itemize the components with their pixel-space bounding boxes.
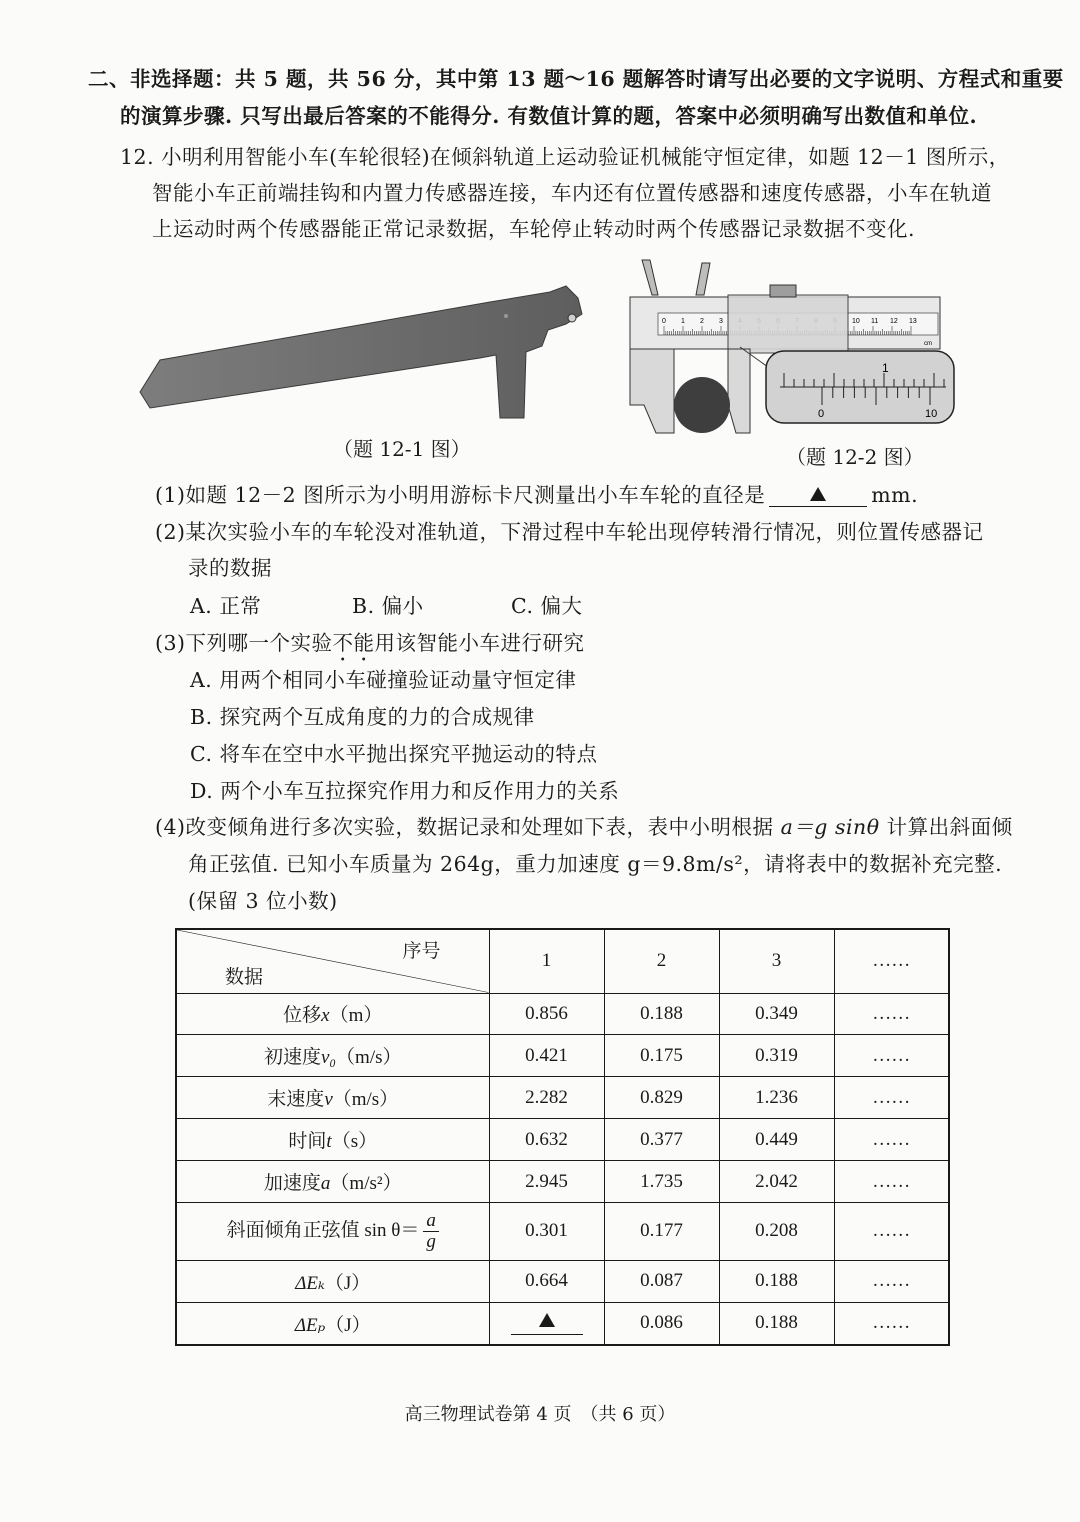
emphasis-not: 不能: [332, 631, 375, 655]
section-heading-line2: 的演算步骤. 只写出最后答案的不能得分. 有数值计算的题，答案中必须明确写出数值和单位.: [120, 104, 978, 128]
table-cell: 0.632: [489, 1119, 604, 1161]
table-cell: 0.829: [604, 1077, 719, 1119]
answer-blank-delta-ep[interactable]: [489, 1302, 604, 1345]
row-label: ΔEₚ（J）: [176, 1302, 489, 1345]
question-stem-line2: 智能小车正前端挂钩和内置力传感器连接，车内还有位置传感器和速度传感器，小车在轨道: [152, 181, 992, 205]
part4-line2: 角正弦值. 已知小车质量为 264g，重力加速度 g＝9.8m/s²，请将表中的数据补充完整.: [188, 852, 1003, 876]
part4-line1: (4)改变倾角进行多次实验，数据记录和处理如下表，表中小明根据 a＝g sinθ 计算出斜面倾: [155, 815, 1013, 839]
table-header-row: [176, 929, 949, 993]
table-cell: 0.086: [604, 1302, 719, 1345]
figure-12-1-caption: （题 12-1 图）: [333, 437, 471, 461]
table-cell: 0.188: [604, 993, 719, 1035]
row-label: 时间t（s）: [176, 1119, 489, 1161]
table-row: [176, 1260, 949, 1302]
table-cell: ……: [834, 1202, 949, 1260]
table-cell: 2.042: [719, 1161, 834, 1203]
table-cell: 0.664: [489, 1260, 604, 1302]
triangle-icon: [810, 487, 826, 501]
main-scale-label: 11: [871, 318, 879, 325]
table-cell: 0.377: [604, 1119, 719, 1161]
question-stem-line3: 上运动时两个传感器能正常记录数据，车轮停止转动时两个传感器记录数据不变化.: [152, 217, 916, 241]
table-cell: 0.449: [719, 1119, 834, 1161]
triangle-icon: [539, 1313, 555, 1327]
table-cell: ……: [834, 993, 949, 1035]
table-cell: 0.301: [489, 1202, 604, 1260]
question-stem-line1: 12. 小明利用智能小车(车轮很轻)在倾斜轨道上运动验证机械能守恒定律，如题 12－1 图所示，: [120, 145, 1010, 169]
table-row: [176, 1119, 949, 1161]
main-scale-label: 1: [681, 318, 685, 325]
column-header: 3: [719, 929, 834, 993]
part1-question: (1)如题 12－2 图所示为小明用游标卡尺测量出小车车轮的直径是 mm.: [155, 483, 919, 507]
table-cell: ……: [834, 1161, 949, 1203]
zoom-vernier-zero: 0: [818, 408, 825, 420]
header-diagonal-cell: [176, 929, 489, 993]
section-heading-line1: 二、非选择题：共 5 题，共 56 分，其中第 13 题～16 题解答时请写出必要的文字说明、方程式和重要: [88, 67, 1064, 91]
table-row: [176, 1161, 949, 1203]
part4-line3: (保留 3 位小数): [188, 889, 338, 913]
table-cell: 2.282: [489, 1077, 604, 1119]
answer-blank-diameter[interactable]: [769, 484, 867, 507]
main-scale-label: 3: [719, 318, 723, 325]
header-data-label: 数据: [225, 966, 264, 988]
table-cell: 0.087: [604, 1260, 719, 1302]
table-cell: 0.175: [604, 1035, 719, 1077]
part3-question: (3)下列哪一个实验不能用该智能小车进行研究: [155, 631, 585, 655]
table-row: [176, 1302, 949, 1345]
part2-option-b: B. 偏小: [352, 594, 424, 618]
part3-option-c: C. 将车在空中水平抛出探究平抛运动的特点: [190, 742, 598, 766]
column-header: 1: [489, 929, 604, 993]
figure-12-2-caption: （题 12-2 图）: [786, 445, 924, 469]
part3-option-a: A. 用两个相同小车碰撞验证动量守恒定律: [190, 668, 577, 692]
fraction-a-over-g: $\frac{a}{g}$: [423, 1211, 439, 1252]
table-row: [176, 993, 949, 1035]
main-scale-label: 0: [662, 318, 666, 325]
part2-line1: (2)某次实验小车的车轮没对准轨道，下滑过程中车轮出现停转滑行情况，则位置传感器记: [155, 520, 984, 544]
table-row: [176, 1077, 949, 1119]
header-index-label: 序号: [402, 941, 441, 962]
zoom-vernier-ten: 10: [925, 408, 938, 420]
column-header: ……: [834, 929, 949, 993]
table-cell: ……: [834, 1260, 949, 1302]
main-scale-label: 13: [909, 318, 917, 325]
table-cell: 0.421: [489, 1035, 604, 1077]
table-cell: 0.319: [719, 1035, 834, 1077]
main-scale-unit: cm: [924, 341, 932, 347]
table-row: [176, 1202, 949, 1260]
data-table: [175, 928, 950, 1346]
inclined-track-figure: [130, 280, 600, 425]
part2-line2: 录的数据: [188, 556, 272, 580]
table-cell: 1.735: [604, 1161, 719, 1203]
main-scale-label: 12: [890, 318, 898, 325]
table-cell: ……: [834, 1035, 949, 1077]
page-footer: 高三物理试卷第 4 页 （共 6 页）: [404, 1404, 676, 1425]
table-cell: ……: [834, 1077, 949, 1119]
table-row: [176, 1035, 949, 1077]
table-cell: 1.236: [719, 1077, 834, 1119]
table-cell: 2.945: [489, 1161, 604, 1203]
row-label: 末速度v（m/s）: [176, 1077, 489, 1119]
row-label: 斜面倾角正弦值 sin θ＝ $\frac{a}{g}$: [176, 1202, 489, 1260]
main-scale-label: 10: [852, 318, 860, 325]
table-cell: 0.208: [719, 1202, 834, 1260]
row-label: 加速度a（m/s²）: [176, 1161, 489, 1203]
part2-option-a: A. 正常: [190, 594, 262, 618]
table-cell: ……: [834, 1119, 949, 1161]
formula-a-g-sin: a＝g sinθ: [780, 815, 880, 839]
part3-option-b: B. 探究两个互成角度的力的合成规律: [190, 705, 535, 729]
row-label: 位移x（m）: [176, 993, 489, 1035]
part2-option-c: C. 偏大: [511, 594, 583, 618]
row-label: 初速度v₀（m/s）: [176, 1035, 489, 1077]
table-cell: 0.188: [719, 1260, 834, 1302]
table-cell: 0.177: [604, 1202, 719, 1260]
table-cell: 0.856: [489, 993, 604, 1035]
table-cell: 0.188: [719, 1302, 834, 1345]
table-cell: ……: [834, 1302, 949, 1345]
table-cell: 0.349: [719, 993, 834, 1035]
vernier-caliper-figure: [620, 255, 960, 440]
zoom-main-label: 1: [882, 361, 889, 375]
part3-option-d: D. 两个小车互拉探究作用力和反作用力的关系: [190, 779, 620, 803]
row-label: ΔEₖ（J）: [176, 1260, 489, 1302]
main-scale-label: 2: [700, 318, 704, 325]
column-header: 2: [604, 929, 719, 993]
